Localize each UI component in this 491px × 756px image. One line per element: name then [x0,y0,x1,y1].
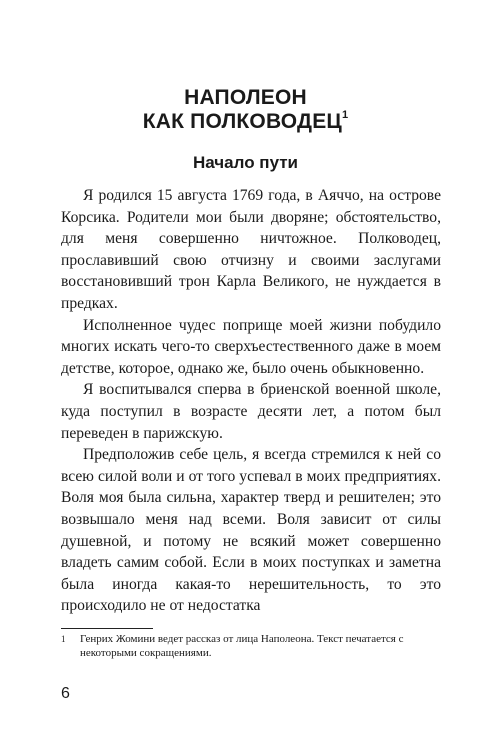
footnote-text: Генрих Жомини ведет рассказ от лица Наполеона. Текст печатается с некоторыми сокращениями. [80,633,404,659]
paragraph-2: Исполненное чудес поприще моей жизни побудило многих искать чего-то сверхъестественного даже в моем детстве, которое, однако же, было очень обыкновенно. [61,316,441,377]
footnote-reference: 1 [341,109,349,121]
chapter-title [0,86,491,134]
paragraph-3: Я воспитывался сперва в бриенской военной школе, куда поступил в возрасте десяти лет, а потом был переведен в парижскую. [61,381,441,442]
chapter-title-line-1: НАПОЛЕОН [184,86,307,109]
body-text [61,185,441,617]
footnote-divider [61,628,153,629]
paragraph-4: Предположив себе цель, я всегда стремился к ней со всею силой воли и от того успевал в моих предприятиях. Воля моя была сильна, характер тверд и решителен; это возвышало меня над всеми. Воля зависит от силы душевной, и потому не всякий может совершенно владеть самим собой. Если в моих поступках и заметна была иногда какая-то нерешительность, то это происходило не от недостатка [61,446,441,615]
page-number: 6 [61,685,70,702]
footnote-marker: 1 [61,634,66,644]
paragraph-1: Я родился 15 августа 1769 года, в Аяччо, на острове Корсика. Родители мои были дворяне; обстоятельство, для меня совершенно ничтожное. Полководец, прославивший свою отчизну и своими заслугами восстановивший трон Карла Великого, не нуждается в предках. [61,187,441,312]
footnote [61,632,441,660]
section-title: Начало пути [192,153,299,172]
chapter-title-line-2 [0,110,491,134]
chapter-title-line-2-text: КАК ПОЛКОВОДЕЦ [142,110,342,133]
